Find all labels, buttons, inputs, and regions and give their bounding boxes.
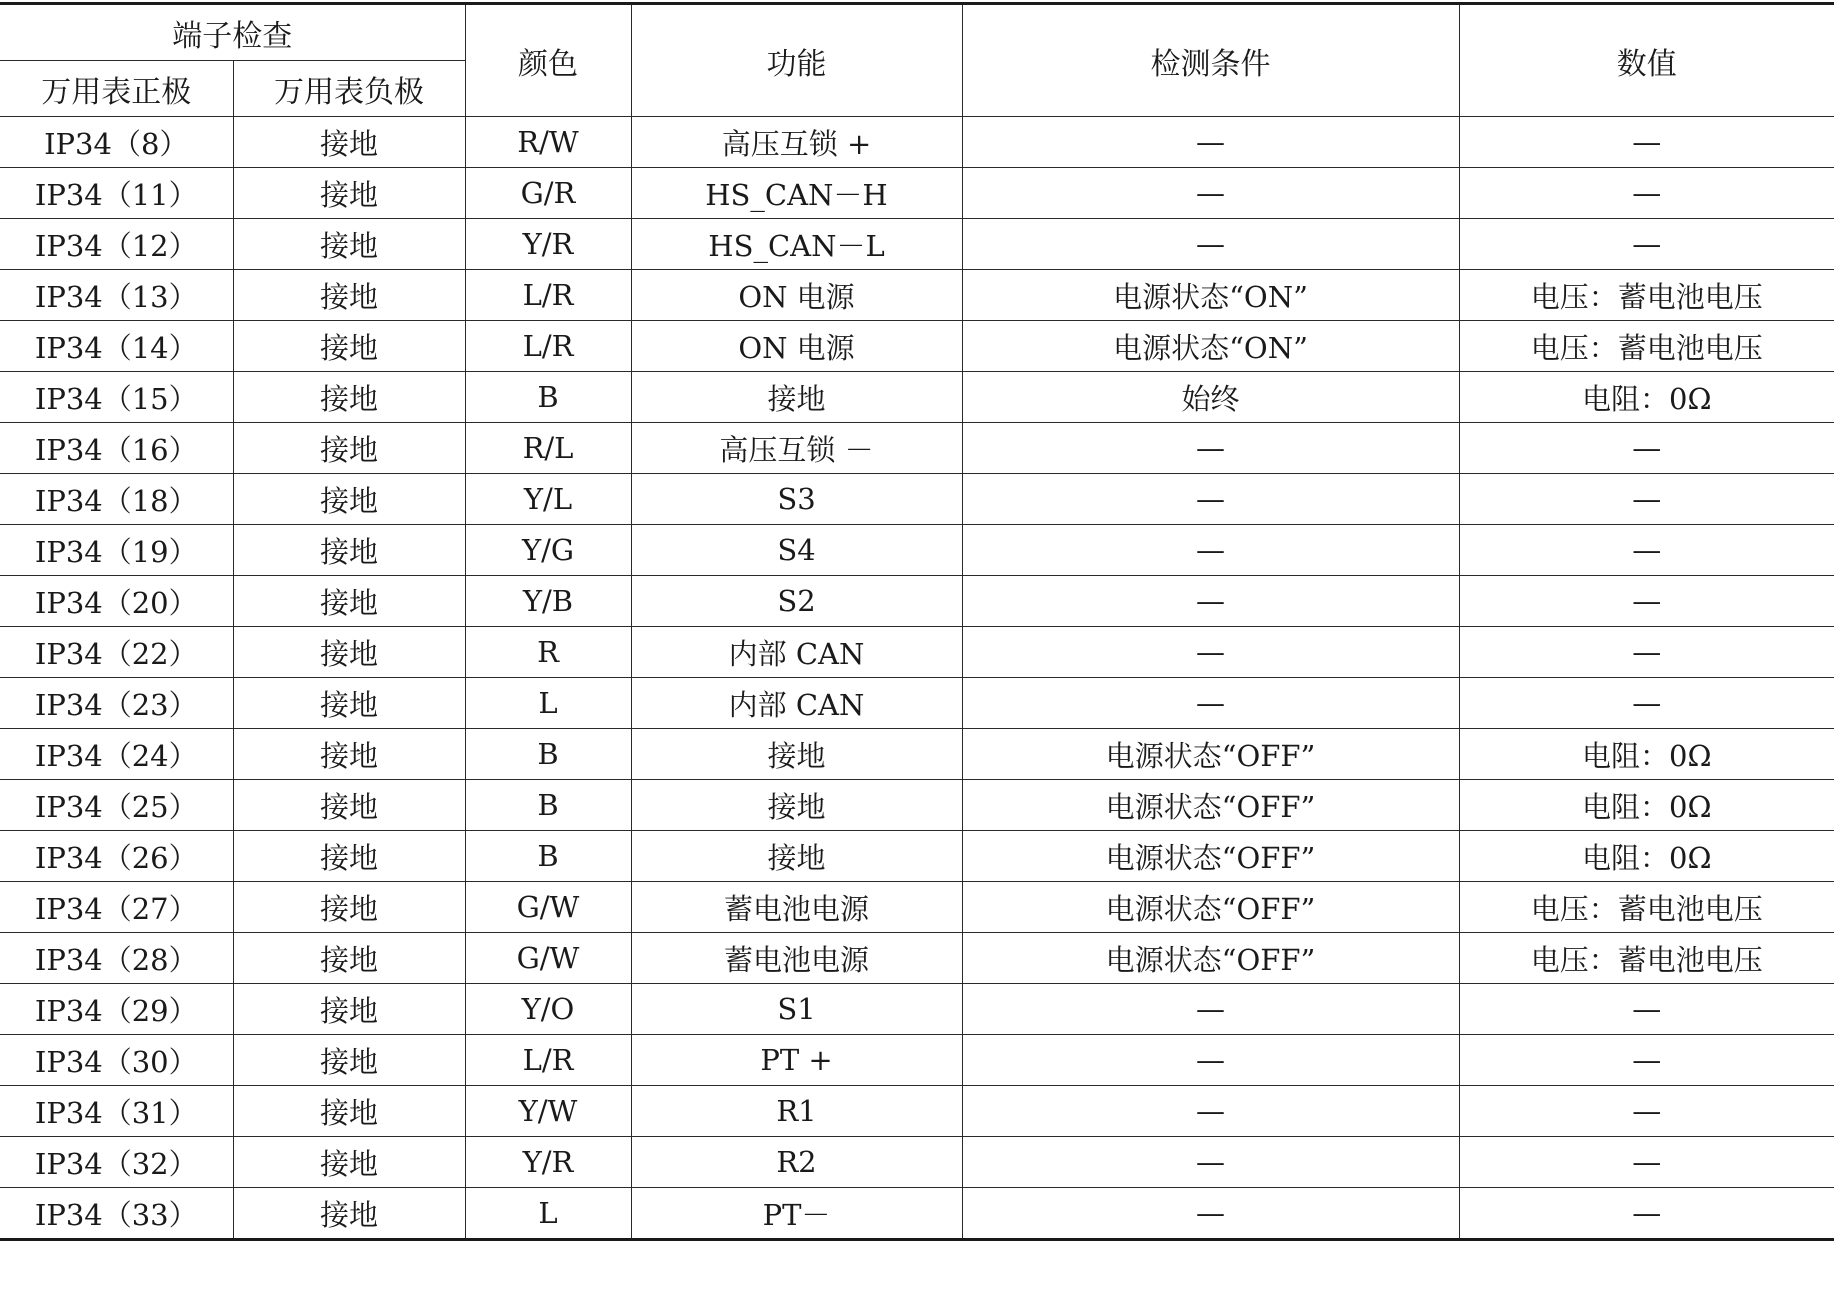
- cell-negative: 接地: [233, 1086, 465, 1137]
- cell-positive: IP34（19）: [0, 525, 233, 576]
- cell-condition: 电源状态“OFF”: [962, 933, 1459, 984]
- cell-positive: IP34（20）: [0, 576, 233, 627]
- cell-color: B: [465, 780, 631, 831]
- table-row: [0, 1188, 1834, 1240]
- cell-color: L/R: [465, 1035, 631, 1086]
- cell-function: 接地: [631, 729, 962, 780]
- header-color: 颜色: [465, 4, 631, 117]
- cell-positive: IP34（32）: [0, 1137, 233, 1188]
- table-row: [0, 372, 1834, 423]
- table-row: [0, 627, 1834, 678]
- cell-value: 电压：蓄电池电压: [1459, 882, 1834, 933]
- cell-condition: —: [962, 168, 1459, 219]
- cell-color: B: [465, 831, 631, 882]
- header-function: 功能: [631, 4, 962, 117]
- cell-negative: 接地: [233, 1035, 465, 1086]
- cell-condition: 电源状态“OFF”: [962, 882, 1459, 933]
- table-row: [0, 219, 1834, 270]
- cell-positive: IP34（12）: [0, 219, 233, 270]
- cell-color: B: [465, 372, 631, 423]
- cell-color: L: [465, 1188, 631, 1240]
- cell-negative: 接地: [233, 270, 465, 321]
- cell-color: L: [465, 678, 631, 729]
- cell-function: R1: [631, 1086, 962, 1137]
- cell-color: L/R: [465, 321, 631, 372]
- table-row: [0, 729, 1834, 780]
- cell-color: G/W: [465, 933, 631, 984]
- cell-color: R: [465, 627, 631, 678]
- cell-function: ON 电源: [631, 321, 962, 372]
- cell-negative: 接地: [233, 831, 465, 882]
- cell-positive: IP34（22）: [0, 627, 233, 678]
- table-row: [0, 1035, 1834, 1086]
- cell-negative: 接地: [233, 117, 465, 168]
- cell-negative: 接地: [233, 168, 465, 219]
- cell-function: 高压互锁 －: [631, 423, 962, 474]
- table-row: [0, 1086, 1834, 1137]
- cell-value: 电压：蓄电池电压: [1459, 933, 1834, 984]
- table-row: [0, 576, 1834, 627]
- cell-condition: 电源状态“OFF”: [962, 780, 1459, 831]
- cell-condition: —: [962, 1086, 1459, 1137]
- cell-negative: 接地: [233, 780, 465, 831]
- header-row-1: [0, 4, 1834, 61]
- cell-function: S1: [631, 984, 962, 1035]
- cell-negative: 接地: [233, 882, 465, 933]
- cell-value: —: [1459, 474, 1834, 525]
- cell-positive: IP34（14）: [0, 321, 233, 372]
- cell-condition: —: [962, 423, 1459, 474]
- header-positive: 万用表正极: [0, 61, 233, 117]
- cell-negative: 接地: [233, 1188, 465, 1240]
- cell-value: —: [1459, 525, 1834, 576]
- cell-value: 电压：蓄电池电压: [1459, 270, 1834, 321]
- cell-condition: —: [962, 1035, 1459, 1086]
- cell-negative: 接地: [233, 678, 465, 729]
- cell-positive: IP34（27）: [0, 882, 233, 933]
- table-row: [0, 984, 1834, 1035]
- cell-negative: 接地: [233, 627, 465, 678]
- header-terminal-check: 端子检查: [0, 4, 465, 61]
- cell-negative: 接地: [233, 933, 465, 984]
- cell-function: S4: [631, 525, 962, 576]
- cell-color: B: [465, 729, 631, 780]
- cell-positive: IP34（23）: [0, 678, 233, 729]
- header-condition: 检测条件: [962, 4, 1459, 117]
- cell-value: —: [1459, 984, 1834, 1035]
- table-row: [0, 525, 1834, 576]
- table-row: [0, 780, 1834, 831]
- cell-positive: IP34（18）: [0, 474, 233, 525]
- cell-negative: 接地: [233, 525, 465, 576]
- cell-condition: —: [962, 678, 1459, 729]
- table-row: [0, 678, 1834, 729]
- cell-positive: IP34（29）: [0, 984, 233, 1035]
- cell-condition: —: [962, 984, 1459, 1035]
- header-value: 数值: [1459, 4, 1834, 117]
- cell-color: Y/L: [465, 474, 631, 525]
- cell-function: 接地: [631, 831, 962, 882]
- cell-value: —: [1459, 1188, 1834, 1240]
- cell-function: 内部 CAN: [631, 627, 962, 678]
- cell-value: —: [1459, 219, 1834, 270]
- cell-function: PT +: [631, 1035, 962, 1086]
- cell-negative: 接地: [233, 1137, 465, 1188]
- cell-color: Y/W: [465, 1086, 631, 1137]
- cell-value: —: [1459, 627, 1834, 678]
- cell-value: 电压：蓄电池电压: [1459, 321, 1834, 372]
- cell-value: —: [1459, 423, 1834, 474]
- cell-condition: —: [962, 576, 1459, 627]
- cell-function: 接地: [631, 780, 962, 831]
- cell-color: R/W: [465, 117, 631, 168]
- table-row: [0, 270, 1834, 321]
- cell-positive: IP34（13）: [0, 270, 233, 321]
- cell-color: Y/B: [465, 576, 631, 627]
- cell-condition: 电源状态“ON”: [962, 321, 1459, 372]
- cell-function: 蓄电池电源: [631, 882, 962, 933]
- cell-function: PT－: [631, 1188, 962, 1240]
- cell-value: 电阻：0Ω: [1459, 831, 1834, 882]
- cell-negative: 接地: [233, 219, 465, 270]
- cell-function: R2: [631, 1137, 962, 1188]
- cell-function: 内部 CAN: [631, 678, 962, 729]
- cell-value: —: [1459, 117, 1834, 168]
- table-row: [0, 831, 1834, 882]
- cell-function: 蓄电池电源: [631, 933, 962, 984]
- cell-condition: —: [962, 1137, 1459, 1188]
- cell-positive: IP34（24）: [0, 729, 233, 780]
- cell-function: HS_CAN－L: [631, 219, 962, 270]
- table-row: [0, 117, 1834, 168]
- cell-condition: —: [962, 525, 1459, 576]
- cell-positive: IP34（28）: [0, 933, 233, 984]
- cell-value: —: [1459, 168, 1834, 219]
- table-header: [0, 4, 1834, 117]
- cell-condition: 始终: [962, 372, 1459, 423]
- cell-function: S3: [631, 474, 962, 525]
- cell-negative: 接地: [233, 423, 465, 474]
- header-negative: 万用表负极: [233, 61, 465, 117]
- cell-positive: IP34（8）: [0, 117, 233, 168]
- cell-negative: 接地: [233, 474, 465, 525]
- cell-condition: 电源状态“OFF”: [962, 729, 1459, 780]
- terminal-check-table: [0, 2, 1834, 1241]
- cell-negative: 接地: [233, 321, 465, 372]
- cell-function: 接地: [631, 372, 962, 423]
- cell-function: S2: [631, 576, 962, 627]
- cell-negative: 接地: [233, 984, 465, 1035]
- cell-color: Y/O: [465, 984, 631, 1035]
- cell-value: 电阻：0Ω: [1459, 372, 1834, 423]
- cell-function: 高压互锁 +: [631, 117, 962, 168]
- table-row: [0, 423, 1834, 474]
- cell-color: G/R: [465, 168, 631, 219]
- cell-positive: IP34（25）: [0, 780, 233, 831]
- cell-condition: 电源状态“ON”: [962, 270, 1459, 321]
- cell-color: Y/R: [465, 219, 631, 270]
- cell-positive: IP34（30）: [0, 1035, 233, 1086]
- cell-color: L/R: [465, 270, 631, 321]
- cell-color: R/L: [465, 423, 631, 474]
- table-row: [0, 168, 1834, 219]
- table-row: [0, 474, 1834, 525]
- table-row: [0, 882, 1834, 933]
- cell-positive: IP34（33）: [0, 1188, 233, 1240]
- cell-positive: IP34（15）: [0, 372, 233, 423]
- cell-positive: IP34（31）: [0, 1086, 233, 1137]
- cell-value: —: [1459, 1086, 1834, 1137]
- table-row: [0, 321, 1834, 372]
- cell-value: —: [1459, 678, 1834, 729]
- cell-function: HS_CAN－H: [631, 168, 962, 219]
- cell-condition: —: [962, 219, 1459, 270]
- cell-value: 电阻：0Ω: [1459, 780, 1834, 831]
- cell-color: Y/G: [465, 525, 631, 576]
- cell-value: —: [1459, 1035, 1834, 1086]
- cell-positive: IP34（16）: [0, 423, 233, 474]
- cell-value: —: [1459, 1137, 1834, 1188]
- cell-negative: 接地: [233, 729, 465, 780]
- cell-condition: —: [962, 117, 1459, 168]
- cell-value: —: [1459, 576, 1834, 627]
- cell-color: G/W: [465, 882, 631, 933]
- cell-value: 电阻：0Ω: [1459, 729, 1834, 780]
- cell-color: Y/R: [465, 1137, 631, 1188]
- table-row: [0, 1137, 1834, 1188]
- cell-function: ON 电源: [631, 270, 962, 321]
- table-body: [0, 117, 1834, 1240]
- cell-negative: 接地: [233, 576, 465, 627]
- cell-condition: 电源状态“OFF”: [962, 831, 1459, 882]
- cell-condition: —: [962, 627, 1459, 678]
- cell-positive: IP34（11）: [0, 168, 233, 219]
- cell-condition: —: [962, 1188, 1459, 1240]
- cell-condition: —: [962, 474, 1459, 525]
- cell-positive: IP34（26）: [0, 831, 233, 882]
- table-row: [0, 933, 1834, 984]
- cell-negative: 接地: [233, 372, 465, 423]
